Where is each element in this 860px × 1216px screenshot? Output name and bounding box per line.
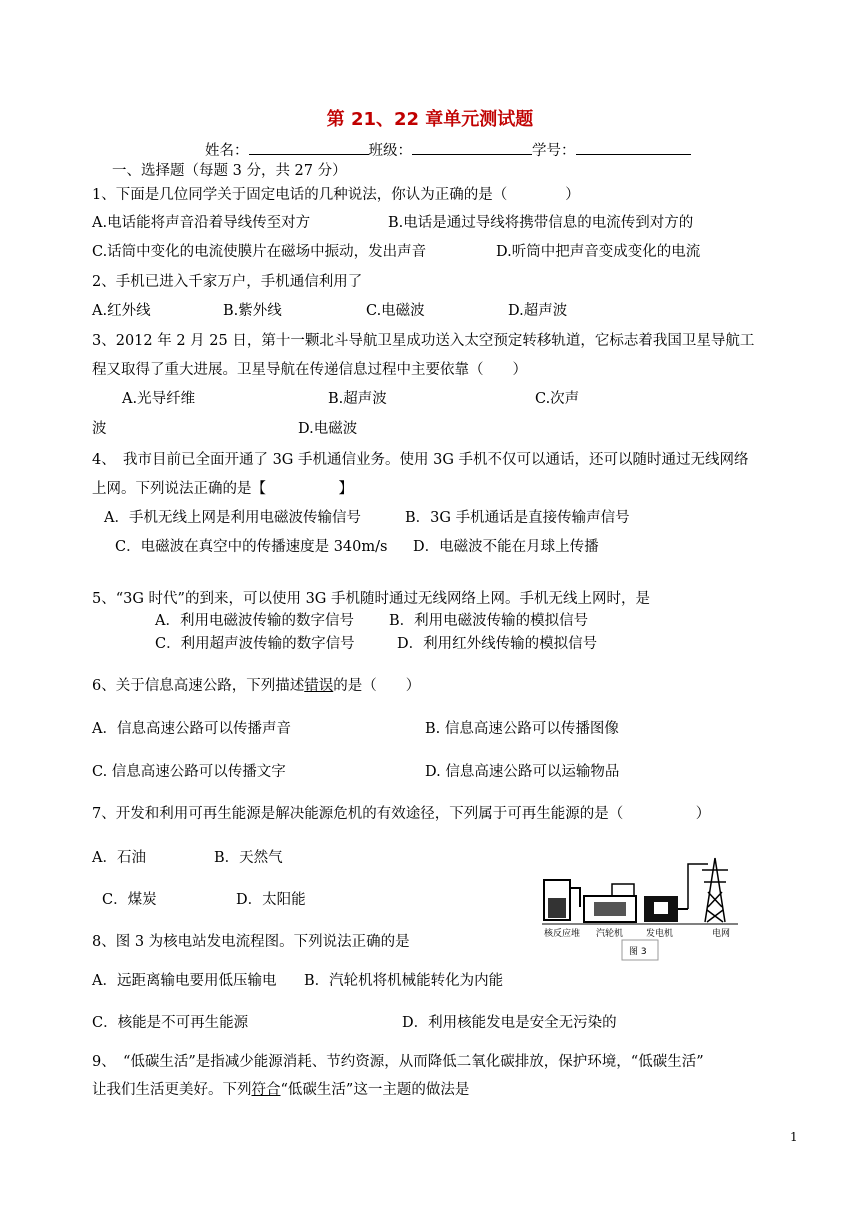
turbine-core [594, 902, 626, 916]
q5-option-a: A．利用电磁波传输的数字信号 [155, 613, 354, 629]
q5-option-b: B．利用电磁波传输的模拟信号 [389, 613, 589, 629]
student-info-line [205, 140, 691, 160]
number-label: 学号： [532, 143, 576, 159]
q7-option-a: A．石油 [92, 850, 146, 866]
q7-option-b: B．天然气 [214, 850, 283, 866]
q1-option-b: B.电话是通过导线将携带信息的电流传到对方的 [388, 215, 694, 231]
q6-option-c: C. 信息高速公路可以传播文字 [92, 764, 286, 780]
class-blank [412, 140, 532, 155]
q2-option-b: B.紫外线 [223, 303, 282, 319]
q1-option-c: C.话筒中变化的电流使膜片在磁场中振动，发出声音 [92, 244, 427, 260]
q9-stem-line1: 9、 “低碳生活”是指减少能源消耗、节约资源，从而降低二氧化碳排放，保护环境，“低碳生活” [92, 1054, 704, 1070]
q1-option-a: A.电话能将声音沿着导线传至对方 [92, 215, 311, 231]
name-blank [249, 140, 369, 155]
q4-option-d: D．电磁波不能在月球上传播 [413, 539, 599, 555]
q3-stem-line2: 程又取得了重大进展。卫星导航在传递信息过程中主要依靠（ ） [92, 362, 527, 378]
q5-stem: 5、“3G 时代”的到来，可以使用 3G 手机随时通过无线网络上网。手机无线上网时，是 [92, 591, 650, 607]
number-blank [576, 140, 691, 155]
q9-line2-post: “低碳生活”这一主题的做法是 [280, 1082, 470, 1098]
q6-option-d: D. 信息高速公路可以运输物品 [425, 764, 620, 780]
q2-stem: 2、手机已进入千家万户，手机通信利用了 [92, 274, 363, 290]
q6-stem-pre: 6、关于信息高速公路，下列描述 [92, 678, 305, 694]
q6-option-b: B. 信息高速公路可以传播图像 [425, 721, 619, 737]
q4-option-a: A．手机无线上网是利用电磁波传输信号 [104, 510, 361, 526]
q6-stem [92, 677, 420, 695]
power-pylon-icon [702, 858, 728, 922]
figure-nuclear-plant-flow [540, 852, 740, 962]
q4-stem-line2: 上网。下列说法正确的是【 】 [92, 481, 353, 497]
q5-option-c: C．利用超声波传输的数字信号 [155, 636, 355, 652]
q1-option-d: D.听筒中把声音变成变化的电流 [496, 244, 701, 260]
q3-stem-line1: 3、2012 年 2 月 25 日，第十一颗北斗导航卫星成功送入太空预定转移轨道，它标志着我国卫星导航工 [92, 333, 755, 349]
label-reactor: 核反应堆 [544, 929, 581, 939]
q9-line2-emphasis: 符合 [251, 1082, 281, 1098]
q2-option-d: D.超声波 [508, 303, 568, 319]
page-number: 1 [790, 1130, 798, 1144]
q6-stem-emphasis: 错误 [304, 678, 334, 694]
class-label: 班级： [368, 143, 412, 159]
q4-stem-line1: 4、 我市目前已全面开通了 3G 手机通信业务。使用 3G 手机不仅可以通话，还可以随时通过无线网络 [92, 452, 749, 468]
q1-stem: 1、下面是几位同学关于固定电话的几种说法，你认为正确的是（ ） [92, 187, 580, 203]
nuclear-plant-diagram [540, 852, 740, 962]
page-title: 第 21、22 章单元测试题 [326, 109, 534, 130]
q8-option-a: A．远距离输电要用低压输电 [92, 973, 277, 989]
q3-option-a: A.光导纤维 [122, 391, 196, 407]
q4-option-c: C．电磁波在真空中的传播速度是 340m/s [115, 539, 388, 555]
q4-option-b: B．3G 手机通话是直接传输声信号 [405, 510, 630, 526]
q6-option-a: A．信息高速公路可以传播声音 [92, 721, 291, 737]
figure-caption: 图 3 [629, 947, 647, 957]
q3-option-c-wrap: 波 [92, 421, 107, 437]
q5-option-d: D．利用红外线传输的模拟信号 [397, 636, 598, 652]
q9-stem-line2 [92, 1081, 469, 1099]
label-turbine: 汽轮机 [596, 929, 624, 939]
q7-option-c: C．煤炭 [102, 892, 157, 908]
name-label: 姓名： [205, 143, 249, 159]
q7-option-d: D．太阳能 [236, 892, 306, 908]
label-generator: 发电机 [646, 929, 674, 939]
label-grid: 电网 [712, 929, 731, 939]
q8-option-d: D．利用核能发电是安全无污染的 [402, 1015, 617, 1031]
q2-option-a: A.红外线 [92, 303, 151, 319]
reactor-core [548, 898, 566, 918]
q3-option-b: B.超声波 [328, 391, 387, 407]
q8-option-c: C．核能是不可再生能源 [92, 1015, 249, 1031]
q8-option-b: B．汽轮机将机械能转化为内能 [304, 973, 504, 989]
q7-stem: 7、开发和利用可再生能源是解决能源危机的有效途径，下列属于可再生能源的是（ ） [92, 806, 711, 822]
q6-stem-post: 的是（ ） [333, 678, 421, 694]
section-heading: 一、选择题（每题 3 分，共 27 分） [112, 163, 347, 179]
q3-option-d: D.电磁波 [298, 421, 358, 437]
q2-option-c: C.电磁波 [366, 303, 425, 319]
q9-line2-pre: 让我们生活更美好。下列 [92, 1082, 252, 1098]
q3-option-c: C.次声 [535, 391, 580, 407]
q8-stem: 8、图 3 为核电站发电流程图。下列说法正确的是 [92, 934, 410, 950]
